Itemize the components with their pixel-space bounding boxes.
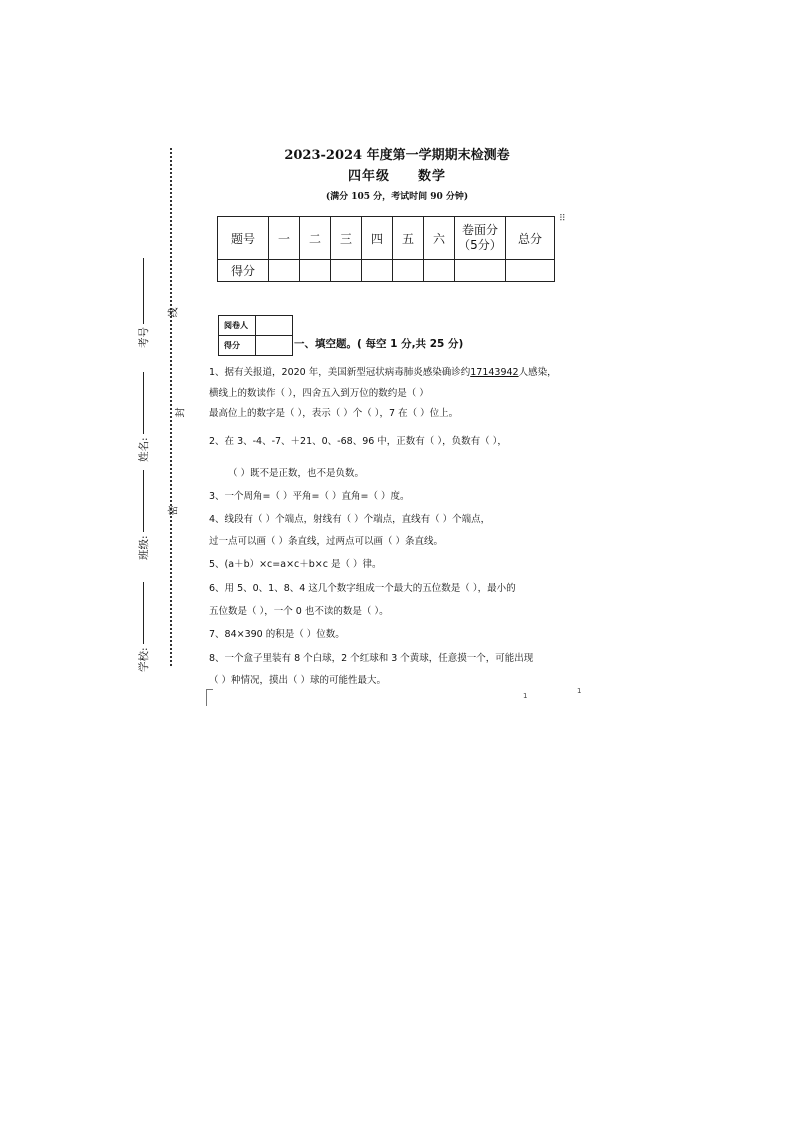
grader-row: [219, 316, 293, 336]
question-8-line-2: （ ）种情况，摸出（ ）球的可能性最大。: [209, 675, 387, 686]
score-table: [217, 216, 555, 282]
q1-text-pre: 1、据有关报道，2020 年，美国新型冠状病毒肺炎感染确诊约: [209, 367, 471, 378]
q1-text-post: 人感染，: [518, 367, 557, 378]
class-field: [136, 470, 150, 560]
question-4-line-2: 过一点可以画（ ）条直线，过两点可以画（ ）条直线。: [209, 536, 444, 547]
grader-label: 阅卷人: [219, 316, 256, 336]
question-8-line-1: 8、一个盒子里装有 8 个白球，2 个红球和 3 个黄球，任意摸一个，可能出现: [209, 653, 534, 664]
question-6-line-2: 五位数是（ ），一个 0 也不读的数是（ ）。: [209, 606, 389, 617]
subject-label: 数学: [418, 169, 447, 184]
question-1-line-3: 最高位上的数字是（ ），表示（ ）个（ ），7 在（ ）位上。: [209, 408, 459, 419]
score-cell[interactable]: [506, 260, 555, 282]
grade-label: 四年级: [347, 169, 390, 184]
column-6: 六: [424, 217, 455, 260]
q1-number: 17143942: [470, 367, 519, 378]
seal-char-seal: 封: [175, 407, 187, 418]
question-3: 3、一个周角=（ ）平角=（ ）直角=（ ）度。: [209, 491, 410, 502]
score-table-header-row: [218, 217, 555, 260]
section-1-title: 一、填空题。( 每空 1 分,共 25 分): [294, 338, 464, 350]
table-move-handle-icon[interactable]: ⠿: [559, 214, 566, 224]
column-4: 四: [362, 217, 393, 260]
score-cell[interactable]: [455, 260, 506, 282]
neat-score-label: 卷面分: [461, 223, 498, 237]
score-cell[interactable]: [393, 260, 424, 282]
question-1-line-2: 横线上的数读作（ ），四舍五入到万位的数约是（ ）: [209, 388, 429, 399]
score-cell[interactable]: [269, 260, 300, 282]
grader-score-label: 得分: [219, 336, 256, 356]
question-5: 5、(a＋b）×c=a×c＋b×c 是（ ）律。: [209, 559, 382, 570]
question-no-label: 题号: [218, 217, 269, 260]
column-1: 一: [269, 217, 300, 260]
name-field: [136, 372, 150, 462]
score-cell[interactable]: [331, 260, 362, 282]
name-line: [143, 372, 144, 434]
exam-no-line: [143, 258, 144, 324]
question-7: 7、84×390 的积是（ ）位数。: [209, 629, 345, 640]
neat-score-points: （5分）: [458, 238, 502, 252]
school-field: [136, 582, 150, 672]
score-cell[interactable]: [424, 260, 455, 282]
seal-char-secret: 密: [168, 505, 180, 516]
exam-title: 2023-2024 年度第一学期期末检测卷: [284, 148, 510, 163]
class-line: [143, 470, 144, 532]
name-label: 姓名:: [137, 437, 150, 462]
grader-score-cell[interactable]: [256, 336, 293, 356]
grader-score-row: [219, 336, 293, 356]
score-cell[interactable]: [300, 260, 331, 282]
page-number: 1: [523, 692, 528, 700]
school-line: [143, 582, 144, 644]
grader-cell[interactable]: [256, 316, 293, 336]
page-number-right: 1: [577, 687, 582, 695]
score-cell[interactable]: [362, 260, 393, 282]
exam-info: (满分 105 分，考试时间 90 分钟): [325, 192, 469, 202]
question-2-line-1: 2、在 3、-4、-7、＋21、0、-68、96 中，正数有（ ），负数有（ ），: [209, 436, 507, 447]
exam-no-field: [136, 258, 150, 348]
grader-box: [218, 315, 293, 356]
question-6-line-1: 6、用 5、0、1、8、4 这几个数字组成一个最大的五位数是（ ），最小的: [209, 583, 516, 594]
score-row-label: 得分: [218, 260, 269, 282]
column-3: 三: [331, 217, 362, 260]
column-2: 二: [300, 217, 331, 260]
score-row: [218, 260, 555, 282]
question-1-line-1: [209, 364, 557, 378]
seal-char-line: 线: [168, 307, 180, 318]
question-4-line-1: 4、线段有（ ）个端点，射线有（ ）个端点，直线有（ ）个端点，: [209, 514, 491, 525]
neat-score-header: [455, 217, 506, 260]
grade-subject-line: [0, 165, 794, 184]
exam-no-label: 考号: [137, 327, 150, 348]
class-label: 班级:: [137, 535, 150, 560]
total-score-label: 总分: [506, 217, 555, 260]
page-corner-mark: [206, 689, 213, 706]
school-label: 学校:: [137, 647, 150, 672]
question-2-line-2: （ ）既不是正数，也不是负数。: [228, 468, 365, 479]
column-5: 五: [393, 217, 424, 260]
